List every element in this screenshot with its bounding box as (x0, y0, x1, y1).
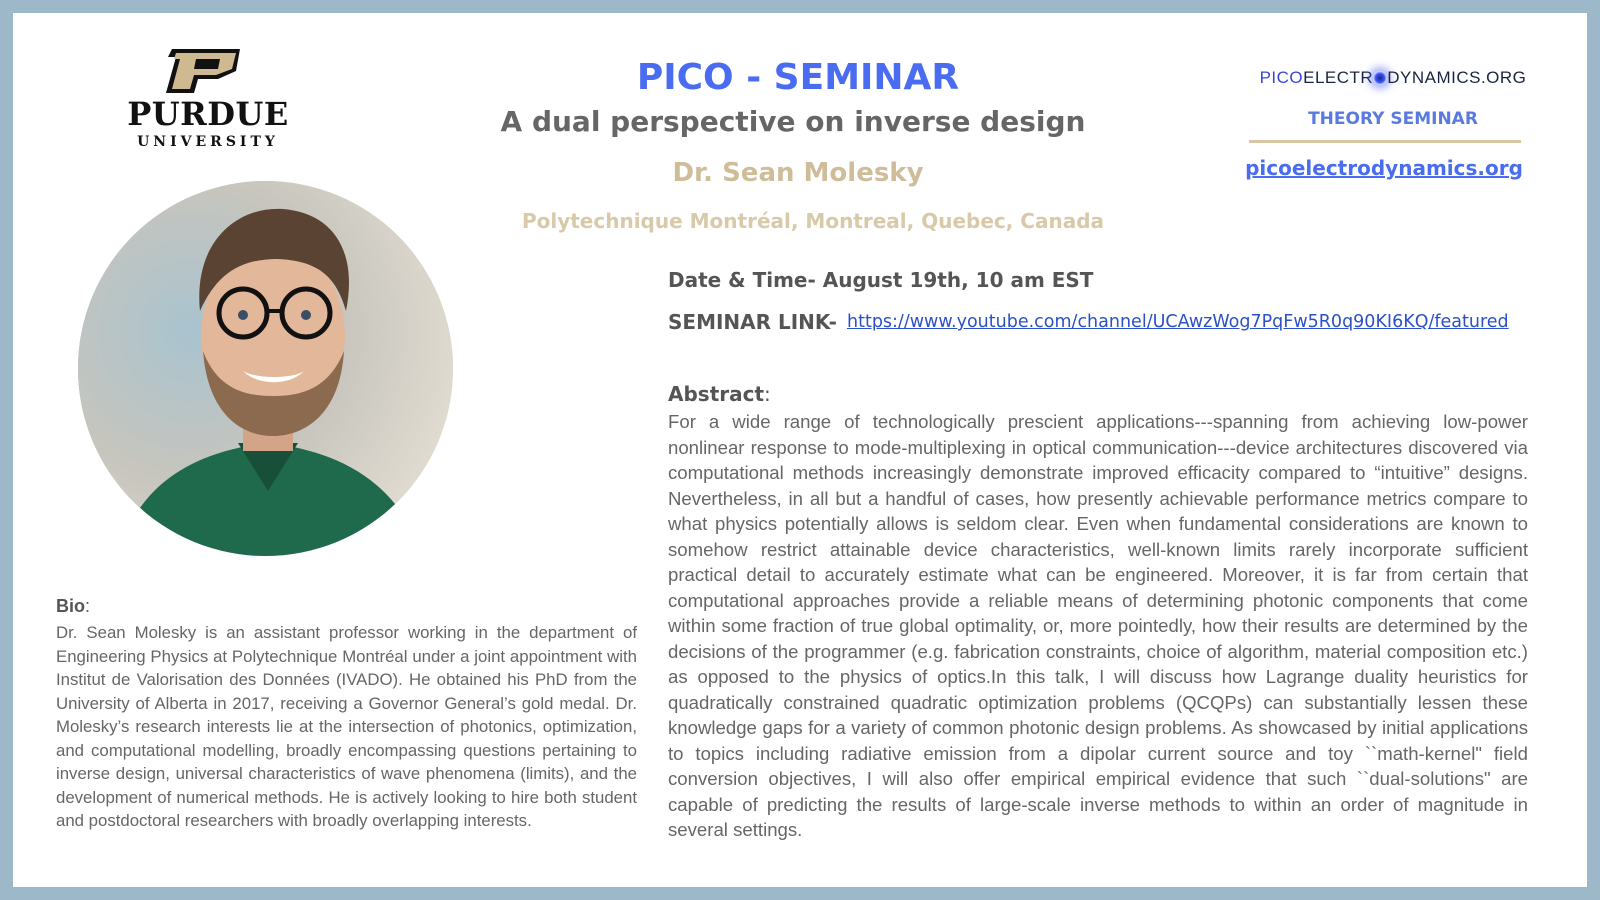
seminar-link-label: SEMINAR LINK- (668, 310, 837, 334)
purdue-logo (108, 49, 308, 169)
seminar-poster (13, 13, 1587, 887)
speaker-affiliation: Polytechnique Montréal, Montreal, Quebec, Canada (521, 209, 1105, 233)
talk-title: A dual perspective on inverse design (500, 105, 1086, 138)
abstract-text: For a wide range of technologically prescient applications---spanning from achieving low-power nonlinear response to mode-multiplexing in optical communication---device architectures discovered via computational methods increasingly demonstrate improved efficacity compared to “intuitive” designs. Nevertheless, in all but a handful of cases, how presently achievable performance metrics compare to what physics potentially allows is seldom clear. Even when fundamental considerations are known to somehow restrict attainable device characteristics, well-known limits rarely incorporate sufficient practical detail to accurately estimate what can be engineered. Moreover, it is far from certain that computational approaches provide a reliable means of determining photonic components that come within some fraction of true global optimality, or, more pointedly, how their results are determined by the decisions of the programmer (e.g. fabrication constraints, choice of algorithm, material composition etc.) as opposed to the physics of optics.In this talk, I will discuss how Lagrange duality heuristics for quadratically constrained quadratic optimization problems (QCQPs) can substantially lessen these knowledge gaps for a variety of common photonic design problems. As showcased by initial applications to topics including radiative emission from a dipolar current source and toy ``math-kernel" field conversion objectives, I will also offer empirical empirical evidence that such ``dual-solutions" are capable of predicting the results of large-scale inverse methods to within an order of magnitude in several settings. (668, 411, 1528, 840)
picoelectrodynamics-logo (1213, 68, 1573, 88)
logo-text-part3: DYNAMICS.ORG (1387, 68, 1527, 87)
bio-text: Dr. Sean Molesky is an assistant professor working in the department of Engineering Physics at Polytechnique Montréal under a joint appointment with Institut de Valorisation des Données (IVADO). He obtained his PhD from the University of Alberta in 2017, receiving a Governor General’s gold medal. Dr. Molesky’s research interests lie at the intersection of photonics, optimization, and computational modelling, broadly encompassing questions pertaining to inverse design, universal characteristics of wave phenomena (limits), and the development of numerical methods. He is actively looking to hire both student and postdoctoral researchers with broadly overlapping interests. (56, 623, 637, 830)
bio-colon: : (85, 596, 91, 616)
logo-text-part1: PICO (1259, 68, 1304, 87)
date-time: Date & Time- August 19th, 10 am EST (668, 268, 1094, 292)
bio-heading (56, 596, 90, 617)
purdue-p-icon (162, 49, 242, 93)
purdue-university-text: UNIVERSITY (137, 134, 279, 150)
logo-text-part2: ELECTR (1303, 68, 1374, 87)
bio-heading-text: Bio (56, 596, 85, 616)
speaker-portrait (78, 181, 453, 556)
abstract-colon: : (764, 382, 771, 406)
speaker-name: Dr. Sean Molesky (672, 158, 924, 188)
series-title: PICO - SEMINAR (636, 57, 960, 98)
glowing-dot-icon (1373, 71, 1387, 85)
logo-divider (1249, 140, 1521, 143)
purdue-wordmark: PURDUE (127, 95, 289, 133)
theory-seminar-label: THEORY SEMINAR (1308, 109, 1478, 129)
speaker-photo-image (78, 181, 453, 556)
abstract-heading-text: Abstract (668, 382, 765, 406)
org-website-link[interactable]: picoelectrodynamics.org (1245, 156, 1523, 180)
abstract-heading (668, 382, 771, 406)
seminar-link[interactable]: https://www.youtube.com/channel/UCAwzWog7PqFw5R0q90KI6KQ/featured (847, 312, 1509, 332)
